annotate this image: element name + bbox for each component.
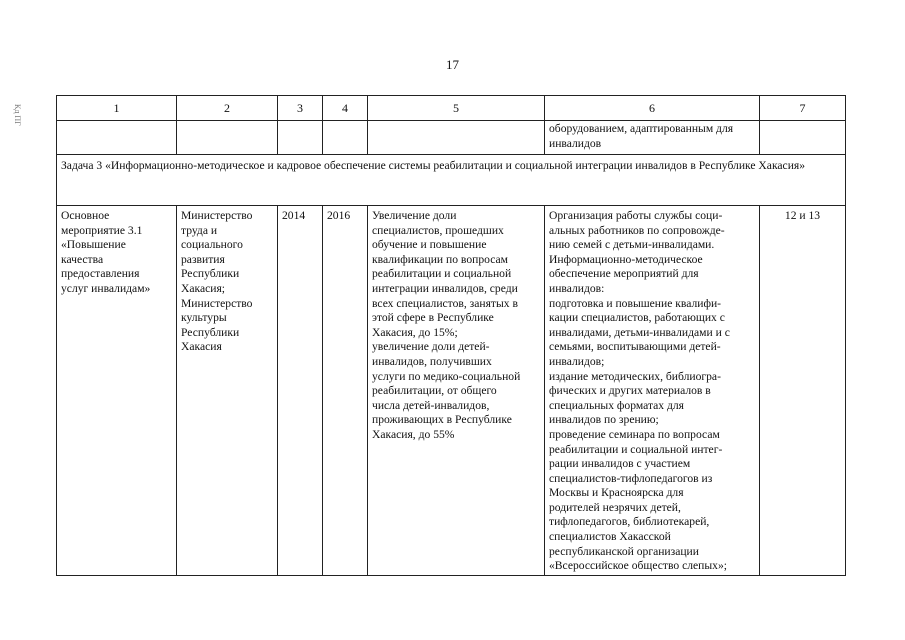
continuation-cell-6: оборудованием, адаптированным для инвалидов (545, 121, 760, 155)
indicator-link-cell: 12 и 13 (760, 206, 846, 576)
header-cell-3: 3 (278, 96, 323, 121)
activities-cell: Организация работы службы соци- альных работников по сопровожде- нию семей с детьми-инвалидами. Информационно-методическое обеспечение мероприятий для инвалидов: подготовка и повышение квалифи- кации специалистов, работающих с инвалидами, детьми-инвалидами и с семьями, воспитывающими детей- инвалидов; издание методических, библиогра- фических и других материалов в специальных форматах для инвалидов по зрению; проведение семинара по вопросам реабилитации и социальной интег- рации инвалидов с участием специалистов-тифлопедагогов из Москвы и Красноярска для родителей незрячих детей, тифлопедагогов, библиотекарей, специалистов Хакасской республиканской организации «Всероссийское общество слепых»; (545, 206, 760, 576)
continuation-cell-1 (57, 121, 177, 155)
continuation-cell-2 (177, 121, 278, 155)
event-row (57, 206, 846, 576)
expected-result-cell: Увеличение доли специалистов, прошедших обучение и повышение квалификации по вопросам реабилитации и социальной интеграции инвалидов, среди всех специалистов, занятых в этой сфере в Республике Хакасия, до 15%; увеличение доли детей- инвалидов, получивших услуги по медико-социальной реабилитации, от общего числа детей-инвалидов, проживающих в Республике Хакасия, до 55% (368, 206, 545, 576)
continuation-cell-4 (323, 121, 368, 155)
header-cell-6: 6 (545, 96, 760, 121)
continuation-cell-7 (760, 121, 846, 155)
continuation-row (57, 121, 846, 155)
program-table (56, 95, 846, 576)
continuation-cell-5 (368, 121, 545, 155)
executor-cell: Министерство труда и социального развития Республики Хакасия; Министерство культуры Республики Хакасия (177, 206, 278, 576)
end-year-cell: 2016 (323, 206, 368, 576)
margin-note: Кд ПГ (13, 104, 22, 126)
header-cell-1: 1 (57, 96, 177, 121)
continuation-cell-3 (278, 121, 323, 155)
header-cell-2: 2 (177, 96, 278, 121)
event-name-cell: Основное мероприятие 3.1 «Повышение качества предоставления услуг инвалидам» (57, 206, 177, 576)
task-row (57, 155, 846, 206)
table-header-row (57, 96, 846, 121)
header-cell-7: 7 (760, 96, 846, 121)
header-cell-4: 4 (323, 96, 368, 121)
start-year-cell: 2014 (278, 206, 323, 576)
header-cell-5: 5 (368, 96, 545, 121)
task-heading: Задача 3 «Информационно-методическое и кадровое обеспечение системы реабилитации и социальной интеграции инвалидов в Республике Хакасия» (57, 155, 846, 206)
page-number: 17 (446, 57, 459, 72)
